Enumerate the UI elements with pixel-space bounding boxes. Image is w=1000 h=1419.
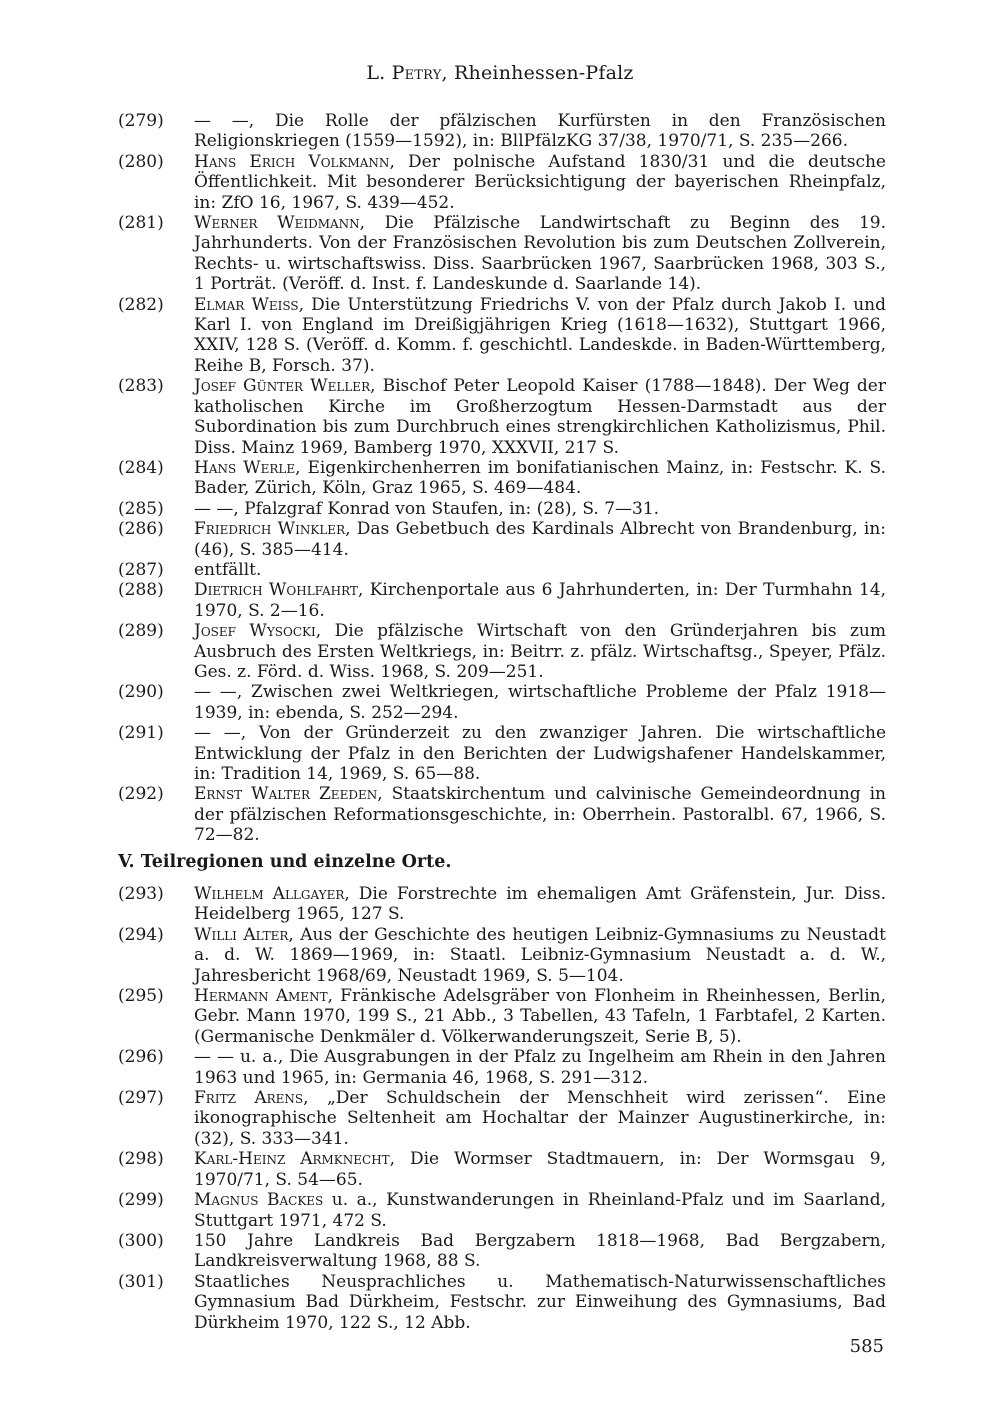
bibliography-entry [118,682,886,723]
entry-number: (280) [118,151,164,172]
entry-text: , Von der Gründerzeit zu den zwanziger Jahren. Die wirtschaftliche Entwicklung der Pfalz in den Berichten der Ludwigshafener Handelskammer, in: Tradition 14, 1969, S. 65—88. [194,723,887,784]
entry-author: — — [194,111,249,131]
entry-number: (295) [118,986,164,1007]
entry-text: Staatliches Neusprachliches u. Mathematisch-Naturwissenschaftliches Gymnasium Bad Dürkheim, Festschr. zur Einweihung des Gymnasiums, Bad Dürkheim 1970, 122 S., 12 Abb. [194,1271,886,1333]
bibliography-entry [118,621,886,682]
entry-number: (297) [118,1088,164,1109]
entry-text: , Fränkische Adelsgräber von Flonheim in Rheinhessen, Berlin, Gebr. Mann 1970, 199 S., 21 Abb., 3 Tabellen, 43 Tafeln, 1 Farbtafel, 2 Karten. (Germanische Denkmäler d. Völkerwanderungszeit, Serie B, 5). [194,986,886,1047]
entry-author: Karl-Heinz Armknecht [194,1149,390,1170]
entry-number: (291) [118,723,164,744]
entry-author: Dietrich Wohlfahrt [194,580,358,601]
bibliography-entry [118,519,886,560]
bibliography-entry [118,111,886,152]
entry-author: Fritz Arens [194,1088,304,1109]
bibliography-entry [118,784,886,845]
entry-number: (301) [118,1271,164,1292]
entry-number: (284) [118,457,164,478]
section-heading: V. Teilregionen und einzelne Orte. [118,852,452,872]
entry-text: , Staatskirchentum und calvinische Gemeindeordnung in der pfälzischen Reformationsgeschichte, in: Oberrhein. Pastoralbl. 67, 1966, S. 72—82. [194,784,886,846]
entry-author: Willi Alter [194,924,289,945]
bibliography-entry [118,560,886,580]
entry-number: (283) [118,376,164,397]
entry-text: 150 Jahre Landkreis Bad Bergzabern 1818—1968, Bad Bergzabern, Landkreisverwaltung 1968, 88 S. [194,1230,886,1272]
entry-text: , Die Pfälzische Landwirtschaft zu Beginn des 19. Jahrhunderts. Von der Französischen Revolution bis zum Deutschen Zollverein, Rechts- u. wirtschaftswiss. Diss. Saarbrücken 1967, Saarbrücken 1968, 303 S., 1 Porträt. (Veröff. d. Inst. f. Landeskunde d. Saarlande 14). [194,213,887,295]
bibliography-entry [118,580,886,621]
entry-text: , Pfalzgraf Konrad von Staufen, in: (28), S. 7—31. [233,498,660,519]
entry-text: u. a., Die Ausgrabungen in der Pfalz zu Ingelheim am Rhein in den Jahren 1963 und 1965, in: Germania 46, 1968, S. 291—312. [194,1047,887,1088]
bibliography-entry [118,1190,886,1231]
entry-number: (285) [118,498,164,519]
header-author: L. Petry [366,62,442,84]
header-title: Rheinhessen-Pfalz [454,62,634,84]
entry-number: (286) [118,519,164,540]
entry-number: (292) [118,784,164,805]
entry-author: Magnus Backes [194,1190,324,1211]
entry-text: , Bischof Peter Leopold Kaiser (1788—1848). Der Weg der katholischen Kirche im Großherzogtum Hessen-Darmstadt aus der Subordination bis zum Durchbruch eines strengkirchlichen Katholizismus, Phil. Diss. Mainz 1969, Bamberg 1970, XXXVII, 217 S. [194,376,886,458]
entry-number: (287) [118,559,164,580]
running-header: L. Petry, Rheinhessen-Pfalz [366,62,634,84]
bibliography-entry [118,884,886,925]
entry-text: u. a., Kunstwanderungen in Rheinland-Pfalz und im Saarland, Stuttgart 1971, 472 S. [194,1190,886,1231]
entry-text: , Aus der Geschichte des heutigen Leibniz-Gymnasiums zu Neustadt a. d. W. 1869—1969, in: Staatl. Leibniz-Gymnasium Neustadt a. d. W., Jahresbericht 1968/69, Neustadt 1969, S. 5—104. [194,924,886,986]
entry-number: (299) [118,1190,164,1211]
entry-author: — — [194,1047,234,1068]
bibliography-list-general [118,111,886,846]
entry-text: , Kirchenportale aus 6 Jahrhunderten, in: Der Turmhahn 14, 1970, S. 2—16. [194,580,886,621]
bibliography-entry [118,458,886,499]
entry-author: Friedrich Winkler [194,519,346,540]
entry-number: (289) [118,621,164,642]
entry-text: entfällt. [194,559,262,580]
bibliography-entry [118,1149,886,1190]
entry-author: Josef Wysocki [194,621,316,642]
entry-text: , Die Unterstützung Friedrichs V. von der Pfalz durch Jakob I. und Karl I. von England im Dreißigjährigen Krieg (1618—1632), Stuttgart 1966, XXIV, 128 S. (Veröff. d. Komm. f. geschichtl. Landeskde. in Baden-Württemberg, Reihe B, Forsch. 37). [194,294,886,376]
bibliography-entry [118,986,886,1047]
entry-text: , Die Wormser Stadtmauern, in: Der Wormsgau 9, 1970/71, S. 54—65. [194,1149,887,1190]
bibliography-entry [118,295,886,377]
entry-text: , „Der Schuldschein der Menschheit wird zerissen“. Eine ikonographische Seltenheit am Hochaltar der Mainzer Augustinerkirche, in: (32), S. 333—341. [194,1088,887,1149]
bibliography-entry [118,723,886,784]
entry-number: (282) [118,294,164,315]
entry-number: (290) [118,682,164,703]
bibliography-entry [118,1231,886,1272]
bibliography-entry [118,1047,886,1088]
entry-number: (288) [118,580,164,601]
bibliography-entry [118,925,886,986]
bibliography-entry [118,152,886,213]
bibliography-list-regions [118,884,886,1333]
entry-number: (281) [118,213,164,234]
entry-author: Ernst Walter Zeeden [194,784,378,805]
entry-author: — — [194,498,234,519]
entry-text: , Das Gebetbuch des Kardinals Albrecht von Brandenburg, in: (46), S. 385—414. [194,519,886,560]
entry-number: (293) [118,884,164,904]
entry-number: (296) [118,1047,164,1068]
entry-author: Hermann Ament [194,986,328,1007]
entry-author: — — [194,723,241,744]
entry-author: Wilhelm Allgayer [194,884,345,904]
bibliography-entry [118,213,886,295]
entry-text: , Die Rolle der pfälzischen Kurfürsten in den Französischen Religionskriegen (1559—1592), in: BllPfälzKG 37/38, 1970/71, S. 235—266. [194,111,887,152]
entry-author: — — [194,682,237,703]
entry-author: Hans Erich Volkmann [194,151,390,172]
page-number: 585 [849,1336,884,1357]
entry-text: , Die pfälzische Wirtschaft von den Gründerjahren bis zum Ausbruch des Ersten Weltkriegs, in: Beitrr. z. pfälz. Wirtschaftsg., Speyer, Pfälz. Ges. z. Förd. d. Wiss. 1968, S. 209—251. [194,621,886,682]
bibliography-entry [118,1088,886,1149]
entry-text: , Der polnische Aufstand 1830/31 und die deutsche Öffentlichkeit. Mit besonderer Berücksichtigung der bayerischen Rheinpfalz, in: ZfO 16, 1967, S. 439—452. [194,151,886,213]
entry-author: Josef Günter Weller [194,376,371,397]
entry-number: (279) [118,111,164,131]
entry-text: , Zwischen zwei Weltkriegen, wirtschaftliche Probleme der Pfalz 1918—1939, in: ebenda, S. 252—294. [194,682,887,723]
entry-text: , Eigenkirchenherren im bonifatianischen Mainz, in: Festschr. K. S. Bader, Zürich, Köln, Graz 1965, S. 469—484. [194,457,886,499]
entry-text: , Die Forstrechte im ehemaligen Amt Gräfenstein, Jur. Diss. Heidelberg 1965, 127 S. [194,884,886,925]
entry-author: Werner Weidmann [194,213,360,234]
entry-number: (300) [118,1230,164,1251]
bibliography-entry [118,1272,886,1333]
entry-number: (298) [118,1149,164,1170]
entry-author: Hans Werle [194,457,296,478]
entry-number: (294) [118,924,164,945]
bibliography-entry [118,376,886,458]
entry-author: Elmar Weiss [194,294,299,315]
bibliography-entry [118,499,886,519]
